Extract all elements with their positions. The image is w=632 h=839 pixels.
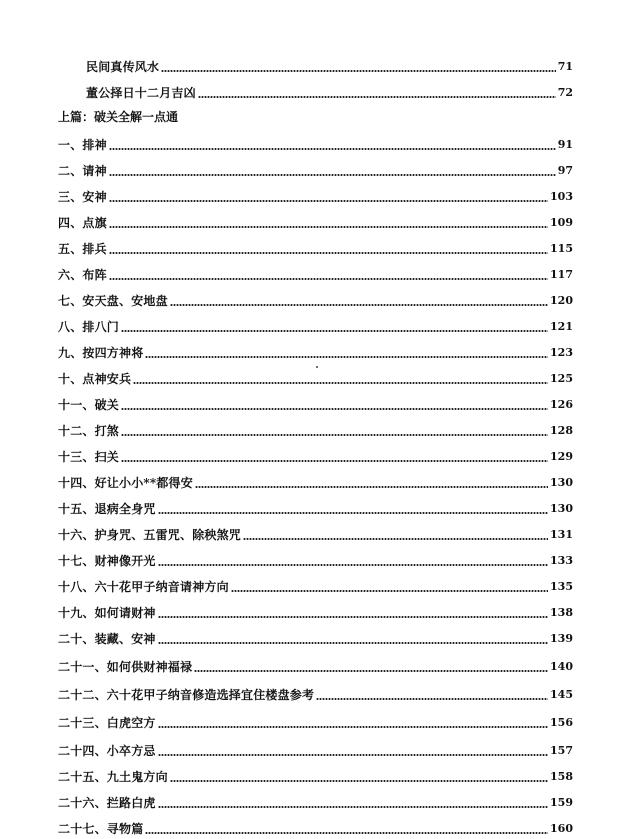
toc-entry-page: 115	[550, 242, 573, 255]
toc-entry	[58, 420, 573, 438]
toc-entry-page: 135	[550, 580, 573, 593]
toc-entry-title: 十二、打煞	[58, 424, 120, 438]
toc-entry-page: 125	[550, 372, 573, 385]
toc-entry	[58, 576, 573, 594]
toc-entry-title: 一、排神	[58, 138, 107, 152]
toc-entry	[58, 818, 573, 836]
dot-leader	[109, 144, 556, 150]
toc-entry	[58, 290, 573, 308]
toc-entry-page: 121	[550, 320, 573, 333]
toc-entry	[86, 82, 573, 100]
dot-leader	[195, 482, 548, 488]
toc-entry-title: 二十、装藏、安神	[58, 632, 156, 646]
toc-entry-page: 140	[550, 660, 573, 673]
dot-leader	[158, 638, 548, 644]
toc-entry	[58, 238, 573, 256]
toc-entry-title: 十七、财神像开光	[58, 554, 156, 568]
dot-leader	[158, 508, 548, 514]
toc-entry	[58, 368, 573, 386]
toc-entry-title: 五、排兵	[58, 242, 107, 256]
dot-leader	[170, 776, 548, 782]
section-heading: 上篇：破关全解一点通	[58, 110, 179, 124]
toc-entry-title: 二十三、白虎空方	[58, 716, 156, 730]
dot-leader	[158, 612, 548, 618]
toc-entry	[58, 602, 573, 620]
dot-leader	[121, 430, 548, 436]
toc-entry-title: 六、布阵	[58, 268, 107, 282]
toc-entry-page: 158	[550, 770, 573, 783]
toc-entry-page: 120	[550, 294, 573, 307]
toc-entry-title: 董公择日十二月吉凶	[86, 86, 196, 100]
dot-leader	[158, 750, 548, 756]
toc-entry	[86, 56, 573, 74]
toc-entry	[58, 792, 573, 810]
toc-entry-page: 72	[557, 86, 573, 99]
toc-entry-title: 民间真传风水	[86, 60, 160, 74]
dot-leader	[121, 456, 548, 462]
toc-entry	[58, 766, 573, 784]
dot-leader	[243, 534, 548, 540]
dot-leader	[194, 666, 548, 672]
toc-entry	[58, 628, 573, 646]
toc-entry-title: 二十二、六十花甲子纳音修造选择宜住楼盘参考	[58, 688, 315, 702]
toc-entry	[58, 550, 573, 568]
toc-entry-page: 103	[550, 190, 573, 203]
toc-entry-title: 二十七、寻物篇	[58, 822, 144, 836]
toc-entry-page: 128	[550, 424, 573, 437]
dot-leader	[231, 586, 548, 592]
toc-entry-page: 130	[550, 476, 573, 489]
toc-entry	[58, 656, 573, 674]
toc-entry-page: 91	[557, 138, 573, 151]
dot-leader	[121, 404, 548, 410]
dot-leader	[121, 326, 548, 332]
toc-entry-title: 二十五、九土鬼方向	[58, 770, 168, 784]
toc-entry-title: 十四、好让小小**都得安	[58, 476, 193, 490]
toc-entry-title: 十九、如何请财神	[58, 606, 156, 620]
toc-entry-title: 七、安天盘、安地盘	[58, 294, 168, 308]
dot-leader	[109, 196, 548, 202]
dot-leader	[145, 352, 548, 358]
toc-entry-page: 156	[550, 716, 573, 729]
dot-leader	[158, 802, 548, 808]
toc-entry	[58, 740, 573, 758]
toc-entry-page: 157	[550, 744, 573, 757]
toc-entry	[58, 394, 573, 412]
dot-leader	[316, 694, 548, 700]
toc-entry-title: 二十四、小卒方忌	[58, 744, 156, 758]
toc-entry	[58, 446, 573, 464]
dot-leader	[158, 722, 548, 728]
toc-entry-title: 九、按四方神将	[58, 346, 144, 360]
toc-entry-title: 二十一、如何供财神福禄	[58, 660, 193, 674]
toc-entry	[58, 186, 573, 204]
toc-entry	[58, 160, 573, 178]
toc-entry-page: 131	[550, 528, 573, 541]
dot-leader	[170, 300, 548, 306]
toc-entry	[58, 684, 573, 702]
toc-entry-page: 130	[550, 502, 573, 515]
dot-leader	[145, 828, 548, 834]
dot-leader	[109, 170, 556, 176]
toc-entry-page: 126	[550, 398, 573, 411]
dot-leader	[109, 248, 548, 254]
toc-entry-title: 二十六、拦路白虎	[58, 796, 156, 810]
toc-entry	[58, 472, 573, 490]
toc-entry-page: 97	[557, 164, 573, 177]
toc-entry-title: 八、排八门	[58, 320, 120, 334]
dot-leader	[198, 92, 556, 98]
toc-entry	[58, 264, 573, 282]
dot-leader	[109, 222, 548, 228]
toc-entry-page: 117	[550, 268, 573, 281]
toc-entry-title: 十六、护身咒、五雷咒、除秧煞咒	[58, 528, 242, 542]
toc-entry-page: 129	[550, 450, 573, 463]
toc-entry-title: 四、点旗	[58, 216, 107, 230]
dot-leader	[161, 66, 555, 72]
toc-entry-page: 133	[550, 554, 573, 567]
toc-entry-page: 138	[550, 606, 573, 619]
toc-entry-title: 十、点神安兵	[58, 372, 132, 386]
dot-leader	[109, 274, 548, 280]
toc-entry	[58, 524, 573, 542]
toc-entry	[58, 316, 573, 334]
toc-entry-page: 109	[550, 216, 573, 229]
scan-speck	[316, 366, 318, 368]
dot-leader	[133, 378, 548, 384]
toc-entry	[58, 342, 573, 360]
toc-entry	[58, 134, 573, 152]
toc-entry-page: 145	[550, 688, 573, 701]
toc-entry-page: 159	[550, 796, 573, 809]
dot-leader	[158, 560, 548, 566]
toc-entry-page: 123	[550, 346, 573, 359]
toc-entry-page: 160	[550, 822, 573, 835]
toc-entry-title: 十八、六十花甲子纳音请神方向	[58, 580, 229, 594]
toc-entry-title: 三、安神	[58, 190, 107, 204]
toc-entry	[58, 212, 573, 230]
toc-entry	[58, 712, 573, 730]
toc-entry-title: 十三、扫关	[58, 450, 120, 464]
toc-entry-page: 139	[550, 632, 573, 645]
toc-entry-page: 71	[557, 60, 573, 73]
toc-entry-title: 十五、退病全身咒	[58, 502, 156, 516]
toc-entry-title: 十一、破关	[58, 398, 120, 412]
toc-entry-title: 二、请神	[58, 164, 107, 178]
toc-entry	[58, 498, 573, 516]
